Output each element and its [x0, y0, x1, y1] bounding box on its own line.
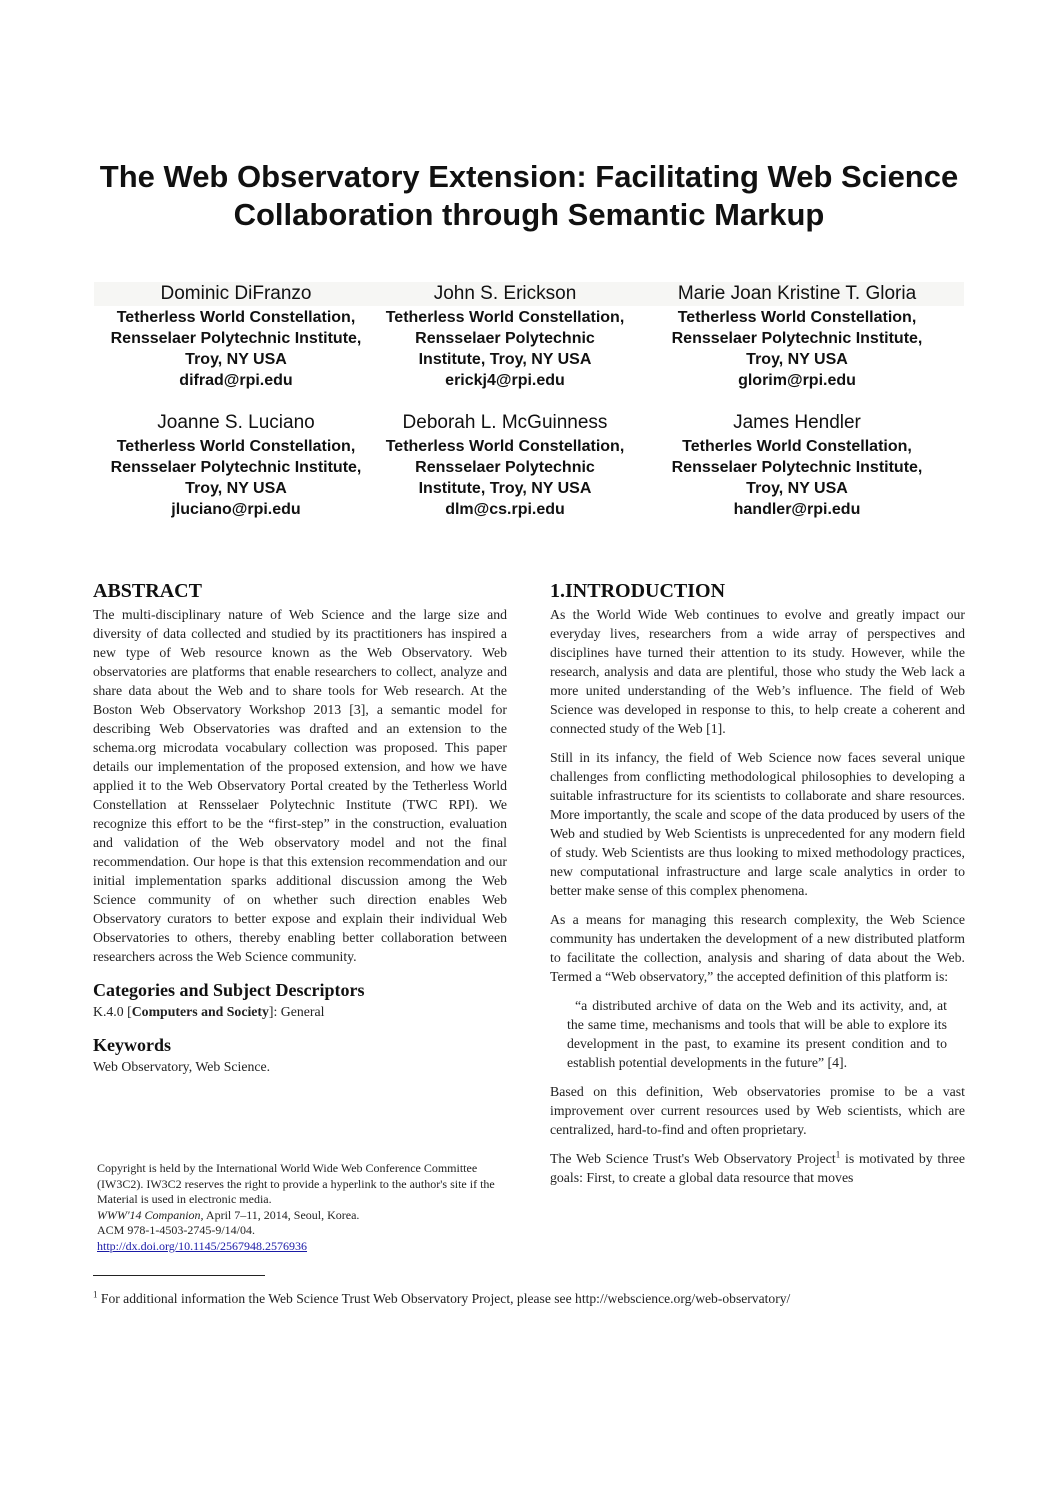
- author-affiliation: Tetherless World Constellation,: [116, 438, 356, 455]
- author-affiliation: Institute, Troy, NY USA: [418, 351, 592, 368]
- author-affiliation: Tetherless World Constellation,: [116, 309, 356, 326]
- doi-link[interactable]: http://dx.doi.org/10.1145/2567948.2576936: [97, 1238, 308, 1253]
- author-name: James Hendler: [733, 412, 861, 433]
- category-code: K.4.0 [: [93, 1004, 132, 1019]
- author-affiliation: Rensselaer Polytechnic Institute,: [671, 459, 923, 476]
- venue-dates: April 7–11, 2014, Seoul, Korea.: [203, 1207, 360, 1222]
- footnote-number: 1: [93, 1289, 98, 1300]
- categories-heading: Categories and Subject Descriptors: [93, 980, 365, 1000]
- author-block: [363, 282, 647, 391]
- author-affiliation: Rensselaer Polytechnic: [415, 330, 595, 347]
- copyright-acm: ACM 978-1-4503-2745-9/14/04.: [97, 1223, 255, 1238]
- author-name: Deborah L. McGuinness: [402, 412, 608, 433]
- author-affiliation: Rensselaer Polytechnic Institute,: [671, 330, 923, 347]
- intro-paragraph: Still in its infancy, the field of Web Science now faces several unique challenges from conflicting methodological philosophies to developing a suitable infrastructure for its scientists to collaborate and share resources. More importantly, the scale and scope of the data produced by users of the Web and studied by Web Scientists is unprecedented for any modern field of study. Web Scientists are thus looking to mixed methodology practices, new computational infrastructure and large scale analytics in order to better make sense of this complex phenomena.: [550, 750, 965, 898]
- author-affiliation: Troy, NY USA: [746, 480, 848, 497]
- abstract-text: The multi-disciplinary nature of Web Science and the large size and diversity of data collected and studied by its practitioners has inspired a new type of Web resource known as the Web Observatory. Web observatories are platforms that enable researchers to collect, analyze and share data about the Web and to share tools for Web research. At the Boston Web Observatory Workshop 2013 [3], a semantic model for describing Web Observatories was drafted and an extension to the schema.org microdata vocabulary collection was proposed. This paper details our implementation of the proposed extension, and how we have applied it to the Web Observatory Portal created by the Tetherless World Constellation at Rensselaer Polytechnic Institute (TWC RPI). We recognize this effort to be the “first-step” in the construction, evaluation and validation of the Web observatory model and not the final recommendation. Our hope is that this extension recommendation and our initial implementation sparks additional discussion among the Web Science community of on whether such direction enables Web Observatory curators to better expose and explain their individual Web Observatories to others, thereby enabling better collaboration between researchers across the Web Science community.: [93, 607, 507, 964]
- category-name: Computers and Society: [131, 1004, 269, 1019]
- footnote: [93, 1290, 973, 1308]
- author-name: Joanne S. Luciano: [157, 412, 315, 433]
- intro-text: is motivated by three goals: First, to create a global data resource that moves: [550, 1151, 965, 1185]
- author-affiliation: Troy, NY USA: [746, 351, 848, 368]
- copyright-venue: [97, 1208, 497, 1224]
- author-affiliation: Tetherless World Constellation,: [385, 309, 625, 326]
- author-block: [655, 411, 939, 520]
- left-column: [93, 577, 507, 1076]
- author-affiliation: Troy, NY USA: [185, 351, 287, 368]
- category-rest: ]: General: [268, 1004, 325, 1019]
- venue-name: WWW'14 Companion,: [97, 1207, 204, 1222]
- author-email: handler@rpi.edu: [733, 501, 861, 518]
- intro-text: The Web Science Trust's Web Observatory Project: [550, 1151, 836, 1166]
- introduction-heading: 1.INTRODUCTION: [550, 580, 726, 602]
- copyright-notice: [97, 1161, 497, 1255]
- quote-text: “a distributed archive of data on the Web and its activity, and, at the same time, mechanisms and tools that will be able to explore its development in the past, to examine its present condition and to establish potential developments in the future” [4].: [567, 998, 947, 1070]
- author-affiliation: Rensselaer Polytechnic: [415, 459, 595, 476]
- author-name: Marie Joan Kristine T. Gloria: [677, 283, 917, 304]
- author-block: [94, 282, 378, 391]
- footnote-marker: 1: [835, 1149, 841, 1160]
- footnote-text: For additional information the Web Science Trust Web Observatory Project, please see http://webscience.org/web-observatory/: [97, 1291, 791, 1306]
- categories-text: [93, 1002, 507, 1021]
- footnote-rule: [93, 1275, 265, 1276]
- author-block: [655, 282, 939, 391]
- intro-paragraph: As a means for managing this research complexity, the Web Science community has undertaken the development of a new distributed platform to facilitate the collection, analysis and sharing of data about the Web. Termed a “Web observatory,” the accepted definition of this platform is:: [550, 912, 965, 984]
- abstract-heading: ABSTRACT: [93, 580, 202, 602]
- author-affiliation: Rensselaer Polytechnic Institute,: [110, 330, 362, 347]
- author-email: difrad@rpi.edu: [179, 372, 293, 389]
- author-email: erickj4@rpi.edu: [445, 372, 565, 389]
- author-name: John S. Erickson: [433, 283, 577, 304]
- author-email: glorim@rpi.edu: [738, 372, 856, 389]
- intro-paragraph: Based on this definition, Web observatories promise to be a vast improvement over current resources used by Web scientists, which are centralized, hard-to-find and often proprietary.: [550, 1084, 965, 1137]
- author-name: Dominic DiFranzo: [160, 283, 312, 304]
- author-affiliation: Tetherles World Constellation,: [682, 438, 912, 455]
- author-email: dlm@cs.rpi.edu: [445, 501, 565, 518]
- author-affiliation: Institute, Troy, NY USA: [418, 480, 592, 497]
- author-block: [94, 411, 378, 520]
- copyright-statement: Copyright is held by the International World Wide Web Conference Committee (IW3C2). IW3C2 reserves the right to provide a hyperlink to the author's site if the Material is used in electronic media.: [97, 1161, 495, 1207]
- definition-quote: [567, 996, 947, 1072]
- author-affiliation: Troy, NY USA: [185, 480, 287, 497]
- author-affiliation: Tetherless World Constellation,: [385, 438, 625, 455]
- author-affiliation: Tetherless World Constellation,: [677, 309, 917, 326]
- author-affiliation: Rensselaer Polytechnic Institute,: [110, 459, 362, 476]
- intro-paragraph: [550, 1149, 965, 1187]
- author-email: jluciano@rpi.edu: [171, 501, 301, 518]
- keywords-text: Web Observatory, Web Science.: [93, 1059, 271, 1074]
- author-block: [363, 411, 647, 520]
- keywords-heading: Keywords: [93, 1035, 171, 1055]
- paper-title: The Web Observatory Extension: Facilitating Web Science Collaboration through Semantic Markup: [99, 159, 959, 232]
- intro-paragraph: As the World Wide Web continues to evolve and greatly impact our everyday lives, researchers from a wide array of perspectives and disciplines have turned their attention to its study. However, while the research, analysis and data are plentiful, those who study the Web lack a more united understanding of the Web’s influence. The field of Web Science was developed in response to this, to help create a coherent and connected study of the Web [1].: [550, 607, 965, 736]
- right-column: [550, 577, 965, 1187]
